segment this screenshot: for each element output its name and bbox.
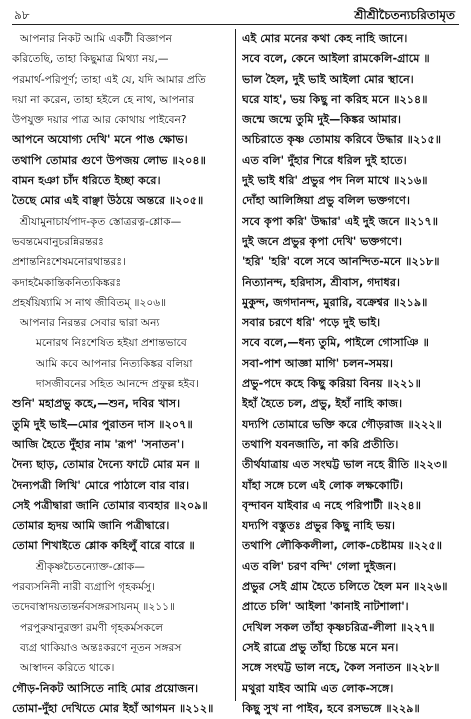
verse-line: তথাপি লৌকিকলীলা, লোক-চেষ্টাময় ॥২২৫॥ [242, 539, 443, 553]
commentary-line: আমি কবে আপনার নিত্যকিঙ্কর বলিয়া [36, 357, 193, 370]
verse-line: সঙ্গে সংঘট্ট ভাল নহে, কৈল সনাতন ॥২২৮॥ [242, 661, 440, 675]
running-title: শ্রীশ্রীচৈতন্যচরিতামৃত [354, 8, 455, 22]
commentary-line: প্রহর্ষয়িষ্যামি স নাথ জীবিতম্ ॥২০৬॥ [12, 296, 167, 309]
verse-line: মথুরা যাইব আমি এত লোক-সঙ্গে। [242, 681, 394, 695]
verse-line: 'হরি' 'হরি' বলে সবে আনন্দিত-মনে ॥২১৮॥ [242, 255, 440, 269]
verse-line: যদ্যপি তোমারে ভক্তি করে গৌড়রাজ ॥২২২॥ [242, 417, 442, 431]
verse-line: ভাল হৈল, দুই ভাই আইলা মোর স্থানে। [242, 72, 414, 86]
commentary-line: দাসজীবনের সহিত আনন্দে প্রফুল্ল হইব। [36, 378, 199, 391]
verse-line: সেই রাত্রে প্রভু তাঁহা চিন্তে মনে মন। [242, 640, 399, 654]
commentary-line: ব্যগ্র থাকিয়াও অন্তঃকরণে নূতন সঙ্গরস [20, 641, 182, 654]
commentary-line: উপযুক্ত দয়ার পাত্র আর কোথায় পাইবেন? [12, 114, 187, 127]
verse-line: নিত্যানন্দ, হরিদাস, শ্রীবাস, গদাধর। [242, 275, 400, 289]
verse-line: দৈন্য ছাড়, তোমার দৈন্যে ফাটে মোর মন ॥ [12, 458, 200, 472]
verse-line: সবার চরণে ধরি' পড়ে দুই ভাই। [242, 316, 381, 330]
verse-line: গৌড়-নিকট আসিতে নাহি মোর প্রয়োজন। [12, 681, 199, 695]
verse-line: তোমার হৃদয় আমি জানি পত্রীদ্বারে। [12, 519, 170, 533]
page-header [12, 6, 459, 25]
commentary-line: শ্রীকৃষ্ণচৈতন্যোক্ত-শ্লোক— [36, 560, 145, 573]
verse-line: জন্মে জন্মে তুমি দুই—কিঙ্কর আমার। [242, 113, 402, 127]
verse-line: যাঁহা সঙ্গে চলে এই লোক লক্ষকোটি। [242, 478, 403, 492]
commentary-line: আপনার নিকট আমি একটী বিজ্ঞাপন [20, 33, 172, 45]
verse-line: আপনে অযোগ্য দেখি' মনে পাঙ ক্ষোভ। [12, 133, 188, 147]
verse-line: তীর্থযাত্রায় এত সংঘট্ট ভাল নহে রীতি ॥২২৩॥ [242, 458, 448, 472]
verse-line: ঘরে যাহ', ভয় কিছু না করিহ মনে ॥২১৪॥ [242, 92, 428, 106]
verse-line: কিছু সুখ না পাইব, হবে রসভঙ্গে ॥২২৯॥ [242, 701, 420, 715]
verse-line: সবে বলে,—ধন্য তুমি, পাইলে গোসাঞি ॥ [242, 336, 429, 350]
verse-line: এত বলি' দুঁহার শিরে ধরিল দুই হাতে। [242, 153, 407, 167]
verse-line: মুকুন্দ, জগদানন্দ, মুরারি, বক্রেশ্বর ॥২১৯॥ [242, 295, 428, 309]
verse-line: বৃন্দাবন যাইবার এ নহে পরিপাটী ॥২২৪॥ [242, 498, 422, 512]
commentary-line: পরপুরুষানুরক্তা রমণী গৃহকর্মসকলে [20, 621, 164, 634]
verse-line: আজি হৈতে দুঁহার নাম 'রূপ' 'সনাতন'। [12, 437, 185, 451]
text-columns [12, 29, 459, 715]
verse-line: অচিরাতে কৃষ্ণ তোমায় করিবে উদ্ধার ॥২১৫॥ [242, 133, 442, 147]
left-column [12, 29, 228, 719]
verse-line: শুনি' মহাপ্রভু কহে,—শুন, দবির খাস। [12, 397, 181, 411]
commentary-line: আপনার নিরন্তর সেবার দ্বারা অন্য [20, 317, 160, 330]
verse-line: তোমা-দুঁহা দেখিতে মোর ইহাঁ আগমন ॥২১২॥ [12, 701, 214, 715]
column-divider [235, 29, 236, 701]
commentary-line: তদেবাস্বাদয়ত্যন্তর্নবসঙ্গরসায়নম্ ॥২১১॥ [12, 601, 175, 614]
commentary-line: করিতেছি, তাহা কিছুমাত্র মিথ্যা নয়,— [12, 53, 169, 66]
verse-line: দোঁহা আলিঙ্গিয়া প্রভু বলিল ভক্তগণে। [242, 194, 410, 208]
verse-line: এই মোর মনের কথা কেহ নাহি জানে। [242, 32, 408, 45]
verse-line: যদ্যপি বস্তুতঃ প্রভুর কিছু নাহি ভয়। [242, 519, 396, 533]
verse-line: দুই জনে প্রভুর কৃপা দেখি' ভক্তগণে। [242, 234, 403, 248]
verse-line: তথাপি তোমার গুণে উপজয় লোভ ॥২০৪॥ [12, 153, 206, 167]
verse-line: তৈছে মোর এই বাঞ্ছা উঠয়ে অন্তরে ॥২০৫॥ [12, 194, 204, 208]
verse-line: এত বলি' চরণ বন্দি' গেলা দুইজন। [242, 559, 397, 573]
verse-line: তোমা শিখাইতে শ্লোক কহিলুঁ বারে বারে ॥ [12, 539, 195, 553]
page-number: ৯৮ [14, 8, 30, 22]
commentary-line: প্রশান্তনিঃশেষমনোরথান্তরঃ। [12, 256, 126, 269]
commentary-line: কদাহমৈকান্তিকনিত্যকিঙ্করঃ [12, 276, 122, 289]
commentary-line: শ্রীযামুনাচার্যপাদ-কৃত স্তোত্ররত্ন-শ্লোক— [20, 215, 182, 228]
verse-line: প্রভু-পদে কহে কিছু করিয়া বিনয় ॥২২১॥ [242, 377, 421, 391]
verse-line: বামন হঞা চাঁদ ধরিতে ইচ্ছা করে। [12, 174, 161, 188]
commentary-line: পরমার্থ-পরিপূর্ণ; তাহা এই যে, যদি আমার প্রতি [12, 73, 206, 86]
verse-line: দৈন্যপত্রী লিখি' মোরে পাঠালে বার বার। [12, 478, 190, 492]
verse-line: দেখিল সকল তাঁহা কৃষ্ণচরিত্র-লীলা ॥২২৭॥ [242, 620, 435, 634]
commentary-line: দয়া না করেন, তাহা হইলে হে নাথ, আপনার [12, 93, 195, 106]
verse-line: ইহাঁ হৈতে চল, প্রভু, ইহাঁ নাহি কাজ। [242, 397, 403, 411]
verse-line: প্রাতে চলি' আইলা 'কানাই নাটশালা'। [242, 600, 409, 614]
commentary-line: আস্বাদন করিতে থাকে। [20, 662, 115, 675]
verse-line: তথাপি যবনজাতি, না করি প্রতীতি। [242, 437, 399, 451]
verse-line: প্রভুর সেই গ্রাম হৈতে চলিতে হৈল মন ॥২২৬॥ [242, 580, 448, 594]
verse-line: সেই পত্রীদ্বারা জানি তোমার ব্যবহার ॥২০৯॥ [12, 498, 208, 512]
commentary-line: মনোরথ নিঃশেষিত হইয়া প্রশান্তভাবে [36, 337, 187, 350]
verse-line: তুমি দুই ভাই—মোর পুরাতন দাস ॥২০৭॥ [12, 417, 193, 431]
verse-line: সবে বলে, কেনে আইলা রামকেলি-গ্রামে ॥ [242, 52, 430, 66]
verse-line: সবে কৃপা করি' উদ্ধার' এই দুই জনে ॥২১৭॥ [242, 214, 439, 228]
commentary-line: ভবন্তমেবানুচরন্নিরন্তরঃ [12, 235, 104, 248]
verse-line: সবা-পাশ আজ্ঞা মাগি' চলন-সময়। [242, 356, 393, 370]
right-column [242, 29, 462, 719]
commentary-line: পরব্যসনিনী নারী ব্যগ্রাপি গৃহকর্মসু। [12, 581, 155, 594]
verse-line: দুই ভাই ধরি' প্রভুর পদ নিল মাথে ॥২১৬॥ [242, 174, 428, 188]
